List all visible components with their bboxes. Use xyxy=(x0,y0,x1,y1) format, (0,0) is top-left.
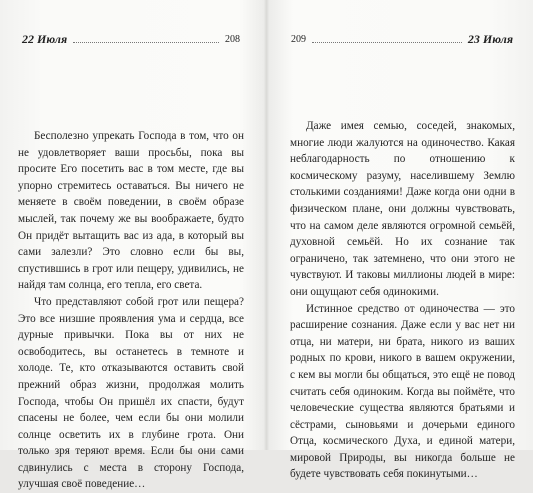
right-running-head xyxy=(291,31,513,47)
left-paragraph: Бесполезно упрекать Господа в том, что он не удовлетворяет ваши просьбы, пока вы просите Его посетить вас в том месте, где вы упорно стремитесь оставаться. Вы ничего не меняете в своём поведении, в своём образе мыслей, так почему же вы воображаете, будто Он придёт вытащить вас из ада, в который вы сами залезли? Это словно если бы вы, спустившись в грот или пещеру, удивились, не найдя там солнца, его тепла, его света. xyxy=(18,130,244,292)
left-header-dotted-rule xyxy=(73,41,219,43)
left-paragraph: Что представляют собой грот или пещера? Это все низшие проявления ума и сердца, все дурные привычки. Пока вы от них не освободитесь, вы останетесь в темноте и холоде. Те, кто отказываются оставить свой прежний образ жизни, продолжая молить Господа, чтобы Он пришёл их спасти, будут спасены не более, чем если бы они молили солнце осветить их в глубине грота. Они только зря теряют время. Если бы они сами сдвинулись с места в сторону Господа, улучшая своё поведение… xyxy=(18,295,244,491)
right-page-text xyxy=(290,118,515,483)
right-header-title: 23 Июля xyxy=(467,31,513,46)
right-paragraph: Истинное средство от одиночества — это расширение сознания. Даже если у вас нет ни отца, ни матери, ни брата, никого из ваших родных по крови, никого в вашем окружении, с кем вы могли бы общаться, это ещё не повод считать себя одиноким. Когда вы поймёте, что человеческие существа являются братьями и сёстрами, сыновьями и дочерьми единого Отца, космического Духа, и единой матери, мировой Природы, вы никогда больше не будете чувствовать себя покинутыми… xyxy=(290,302,515,481)
left-running-head xyxy=(22,31,240,47)
left-header-title: 22 Июля xyxy=(22,31,68,46)
left-page-text xyxy=(18,128,244,493)
left-page-number: 208 xyxy=(225,33,240,45)
right-page xyxy=(267,0,533,481)
right-page-number: 209 xyxy=(291,33,306,45)
right-paragraph: Даже имея семью, соседей, знакомых, многие люди жалуются на одиночество. Какая неблагодарность по отношению к космическому разуму, населившему Землю столькими созданиями! Даже когда они одни в физическом плане, они должны чувствовать, что на самом деле являются огромной семьёй, духовной семьёй. Но их сознание так ограничено, так затемнено, что они этого не чувствуют. И таковы миллионы людей в мире: они ощущают себя одинокими. xyxy=(290,120,515,298)
left-page xyxy=(0,0,266,491)
right-header-dotted-rule xyxy=(312,41,462,43)
